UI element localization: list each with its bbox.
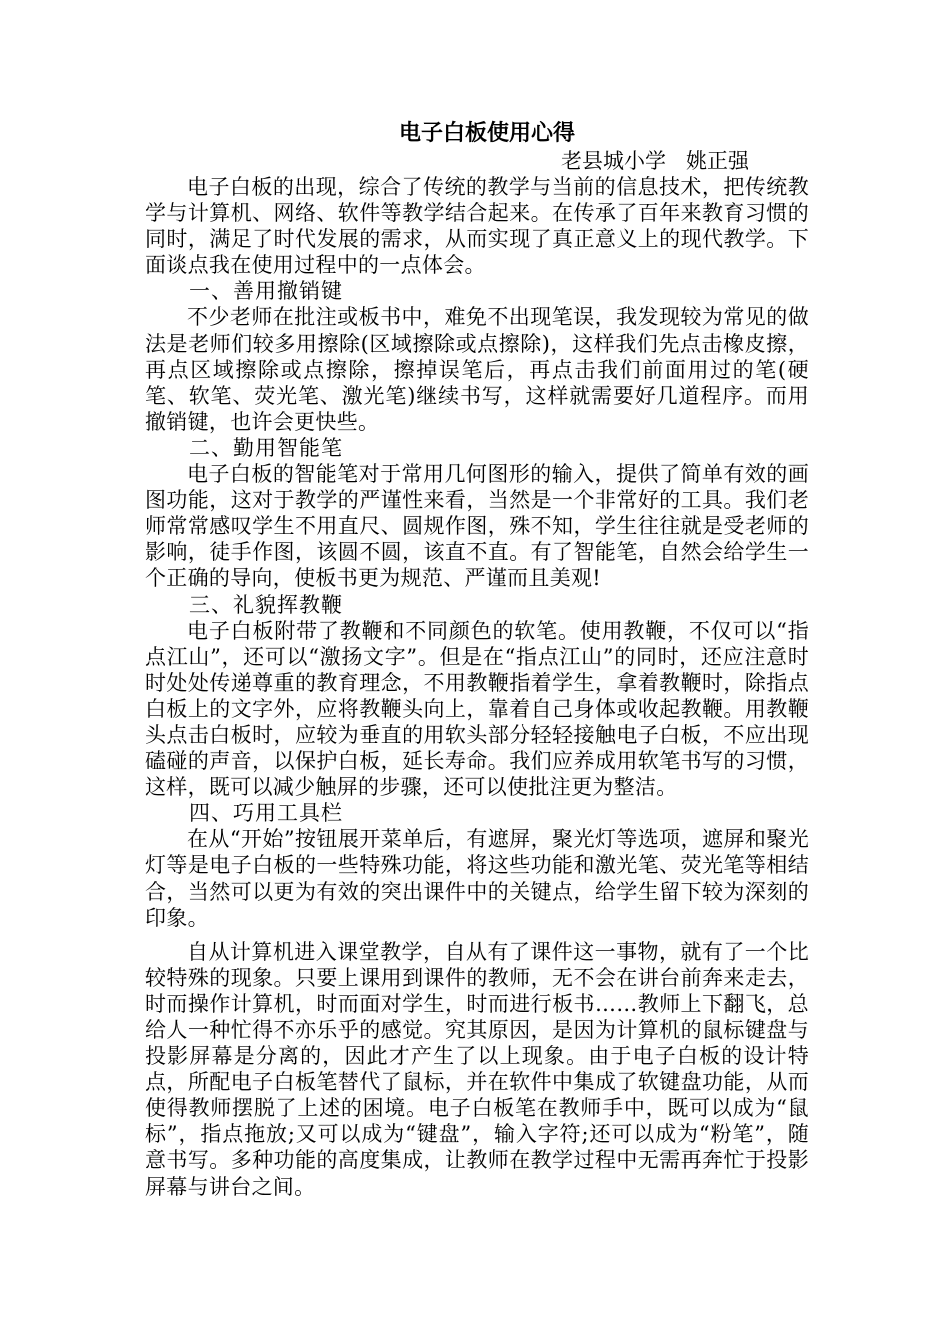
- paragraph-gap: [145, 931, 809, 939]
- section-body-4: 在从“开始”按钮展开菜单后，有遮屏，聚光灯等选项，遮屏和聚光灯等是电子白板的一些特殊功能，将这些功能和激光笔、荧光笔等相结合，当然可以更为有效的突出课件中的关键点，给学生留下较为深刻的印象。: [145, 827, 809, 930]
- author-byline: 老县城小学 姚正强: [560, 149, 749, 173]
- section-body-1: 不少老师在批注或板书中，难免不出现笔误，我发现较为常见的做法是老师们较多用擦除(区域擦除或点擦除)，这样我们先点击橡皮擦，再点区域擦除或点擦除，擦掉误笔后，再点击我们前面用过的笔(硬笔、软笔、荧光笔、激光笔)继续书写，这样就需要好几道程序。而用撤销键，也许会更快些。: [145, 305, 809, 434]
- section-heading-4: 四、巧用工具栏: [189, 801, 343, 826]
- section-heading-2: 二、勤用智能笔: [189, 435, 343, 460]
- section-body-3: 电子白板附带了教鞭和不同颜色的软笔。使用教鞭，不仅可以“指点江山”，还可以“激扬文字”。但是在“指点江山”的同时，还应注意时时处处传递尊重的教育理念，不用教鞭指着学生，拿着教鞭时，除指点白板上的文字外，应将教鞭头向上，靠着自己身体或收起教鞭。用教鞭头点击白板时，应较为垂直的用软头部分轻轻接触电子白板，不应出现磕碰的声音，以保护白板，延长寿命。我们应养成用软笔书写的习惯，这样，既可以减少触屏的步骤，还可以使批注更为整洁。: [145, 618, 809, 800]
- section-heading-3: 三、礼貌挥教鞭: [189, 592, 343, 617]
- section-heading-1: 一、善用撤销键: [189, 279, 343, 304]
- document-title: 电子白板使用心得: [398, 120, 575, 146]
- closing-paragraph: 自从计算机进入课堂教学，自从有了课件这一事物，就有了一个比较特殊的现象。只要上课用到课件的教师，无不会在讲台前奔来走去，时而操作计算机，时而面对学生，时而进行板书……教师上下翻飞，总给人一种忙得不亦乐乎的感觉。究其原因，是因为计算机的鼠标键盘与投影屏幕是分离的，因此才产生了以上现象。由于电子白板的设计特点，所配电子白板笔替代了鼠标，并在软件中集成了软键盘功能，从而使得教师摆脱了上述的困境。电子白板笔在教师手中，既可以成为“鼠标”，指点拖放;又可以成为“键盘”，输入字符;还可以成为“粉笔”，随意书写。多种功能的高度集成，让教师在教学过程中无需再奔忙于投影屏幕与讲台之间。: [145, 939, 809, 1199]
- document-page: [145, 118, 809, 1200]
- intro-paragraph: 电子白板的出现，综合了传统的教学与当前的信息技术，把传统教学与计算机、网络、软件等教学结合起来。在传承了百年来教育习惯的同时，满足了时代发展的需求，从而实现了真正意义上的现代教学。下面谈点我在使用过程中的一点体会。: [145, 175, 809, 278]
- section-body-2: 电子白板的智能笔对于常用几何图形的输入，提供了简单有效的画图功能，这对于教学的严谨性来看，当然是一个非常好的工具。我们老师常常感叹学生不用直尺、圆规作图，殊不知，学生往往就是受老师的影响，徒手作图，该圆不圆，该直不直。有了智能笔，自然会给学生一个正确的导向，使板书更为规范、严谨而且美观!: [145, 462, 809, 591]
